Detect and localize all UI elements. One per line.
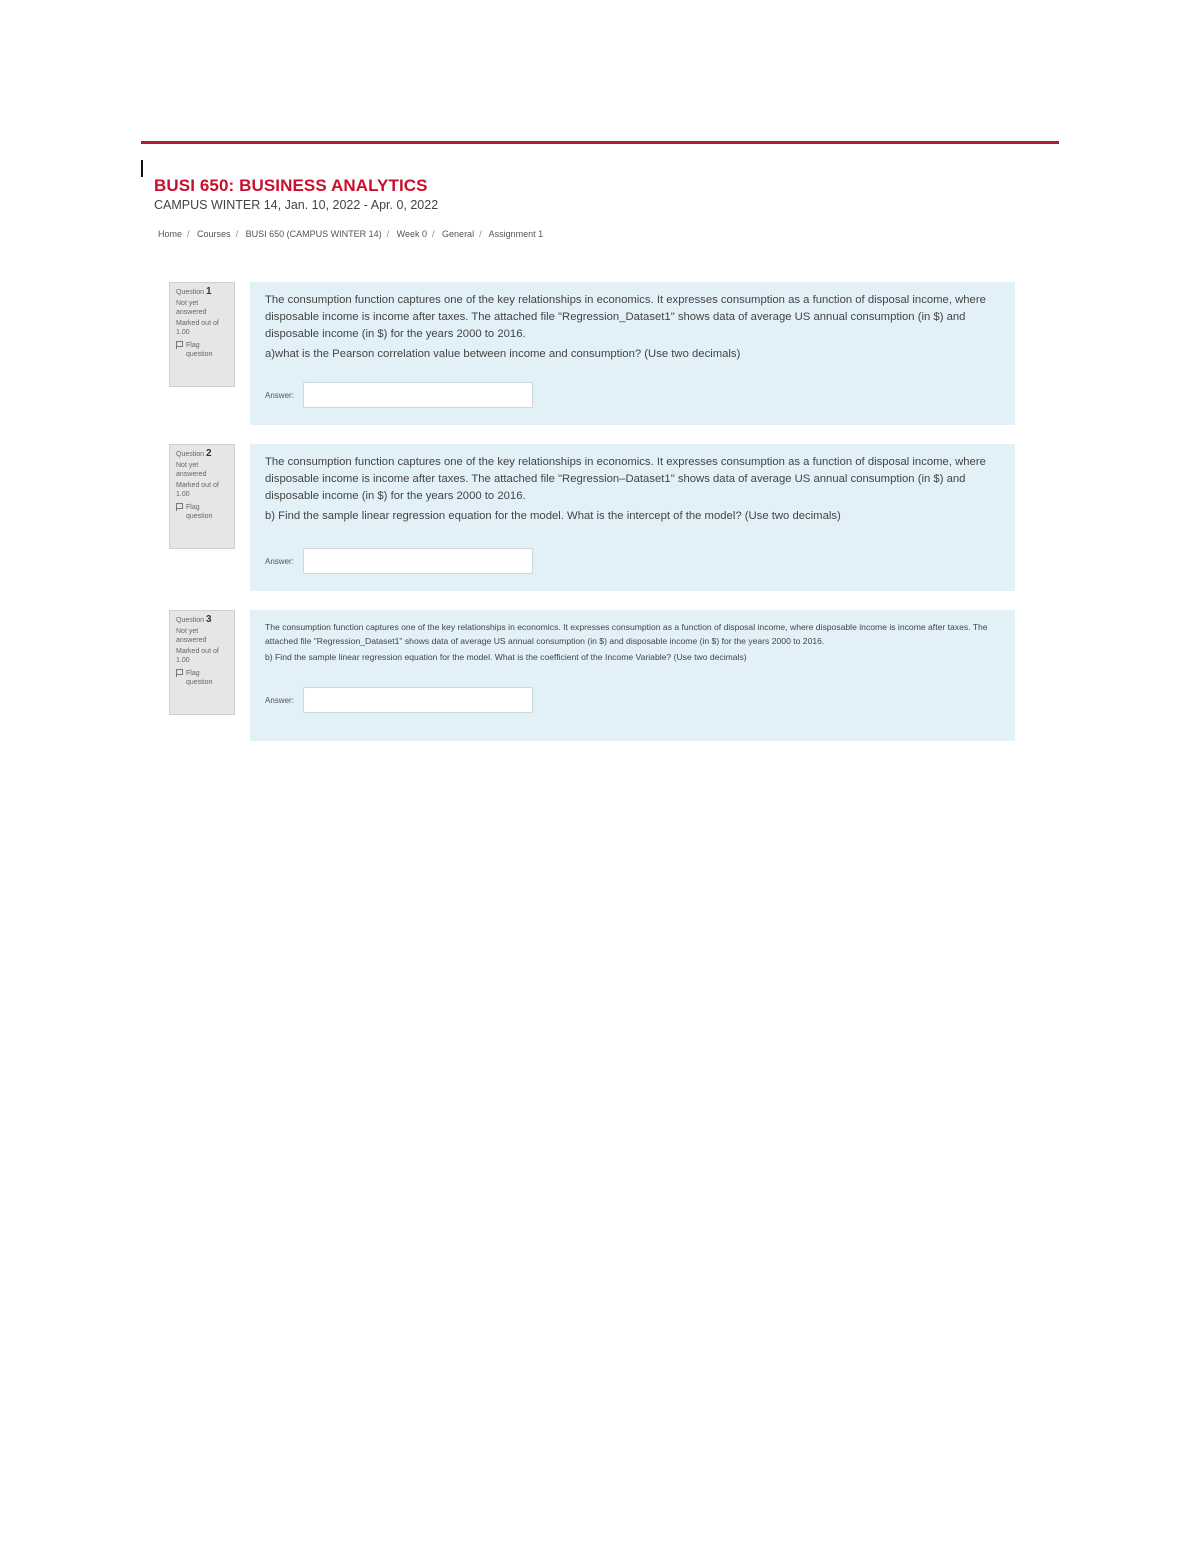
question-prompt: b) Find the sample linear regression equation for the model. What is the coefficient of the Income Variable? (Use two decimals) — [265, 652, 747, 662]
flag-icon — [176, 341, 183, 349]
breadcrumb-courses[interactable]: Courses — [197, 229, 231, 239]
question-marks: Marked out of 1.00 — [176, 320, 219, 336]
answer-input-2[interactable] — [303, 548, 533, 574]
question-marks: Marked out of 1.00 — [176, 482, 219, 498]
breadcrumb-week[interactable]: Week 0 — [396, 229, 428, 239]
question-marks: Marked out of 1.00 — [176, 648, 219, 664]
flag-question-button[interactable] — [176, 341, 228, 359]
question-status: Not yet answered — [176, 300, 207, 316]
header-divider — [141, 141, 1059, 144]
question-info-3 — [169, 610, 235, 715]
breadcrumb-home[interactable]: Home — [158, 229, 183, 239]
question-number: Question 2 — [176, 448, 212, 459]
breadcrumb-separator: / — [187, 229, 190, 239]
breadcrumb-course[interactable]: BUSI 650 (CAMPUS WINTER 14) — [245, 229, 382, 239]
flag-icon — [176, 503, 183, 511]
question-number: Question 1 — [176, 286, 212, 297]
breadcrumb — [158, 229, 543, 239]
question-box-3 — [250, 610, 1015, 741]
breadcrumb-separator: / — [235, 229, 239, 239]
question-info-2 — [169, 444, 235, 549]
flag-label: Flag question — [186, 342, 213, 358]
answer-row — [265, 382, 533, 408]
text-cursor — [141, 160, 143, 177]
breadcrumb-separator: / — [386, 229, 390, 239]
breadcrumb-separator: / — [479, 229, 482, 239]
question-info-1 — [169, 282, 235, 387]
answer-input-1[interactable] — [303, 382, 533, 408]
course-title: BUSI 650: BUSINESS ANALYTICS — [154, 176, 428, 195]
question-prompt: b) Find the sample linear regression equation for the model. What is the intercept of the model? (Use two decimals) — [265, 510, 841, 522]
answer-label: Answer: — [265, 556, 294, 566]
question-status: Not yet answered — [176, 462, 207, 478]
answer-input-3[interactable] — [303, 687, 533, 713]
answer-label: Answer: — [265, 695, 294, 705]
flag-question-button[interactable] — [176, 503, 228, 521]
answer-row — [265, 687, 533, 713]
question-box-2 — [250, 444, 1015, 591]
flag-label: Flag question — [186, 504, 213, 520]
answer-label: Answer: — [265, 390, 294, 400]
breadcrumb-assignment[interactable]: Assignment 1 — [488, 229, 544, 239]
course-subtitle: CAMPUS WINTER 14, Jan. 10, 2022 - Apr. 0, 2022 — [154, 198, 439, 212]
breadcrumb-separator: / — [432, 229, 435, 239]
question-text: The consumption function captures one of the key relationships in economics. It expresses consumption as a function of disposal income, where disposable income is income after taxes. The attached file "Regression–Dataset1" shows data of average US annual consumption (in $) and disposable income (in $) for the years 2000 to 2016. — [265, 456, 986, 502]
flag-label: Flag question — [186, 670, 213, 686]
question-text: The consumption function captures one of the key relationships in economics. It expresses consumption as a function of disposal income, where disposable income is income after taxes. The attached file "Regression_Dataset1" shows data of average US annual consumption (in $) and disposable income (in $) for the years 2000 to 2016. — [265, 294, 986, 340]
answer-row — [265, 548, 533, 574]
question-status: Not yet answered — [176, 628, 207, 644]
breadcrumb-section[interactable]: General — [442, 229, 475, 239]
flag-question-button[interactable] — [176, 669, 228, 687]
question-prompt: a)what is the Pearson correlation value between income and consumption? (Use two decimals) — [265, 348, 741, 360]
flag-icon — [176, 669, 183, 677]
question-box-1 — [250, 282, 1015, 425]
question-text: The consumption function captures one of the key relationships in economics. It expresses consumption as a function of disposal income, where disposable income is income after taxes. The attached file "Regression_Dataset1" shows data of average US annual consumption (in $) and disposable income (in $) for the years 2000 to 2016. — [265, 622, 988, 646]
question-number: Question 3 — [176, 614, 212, 625]
